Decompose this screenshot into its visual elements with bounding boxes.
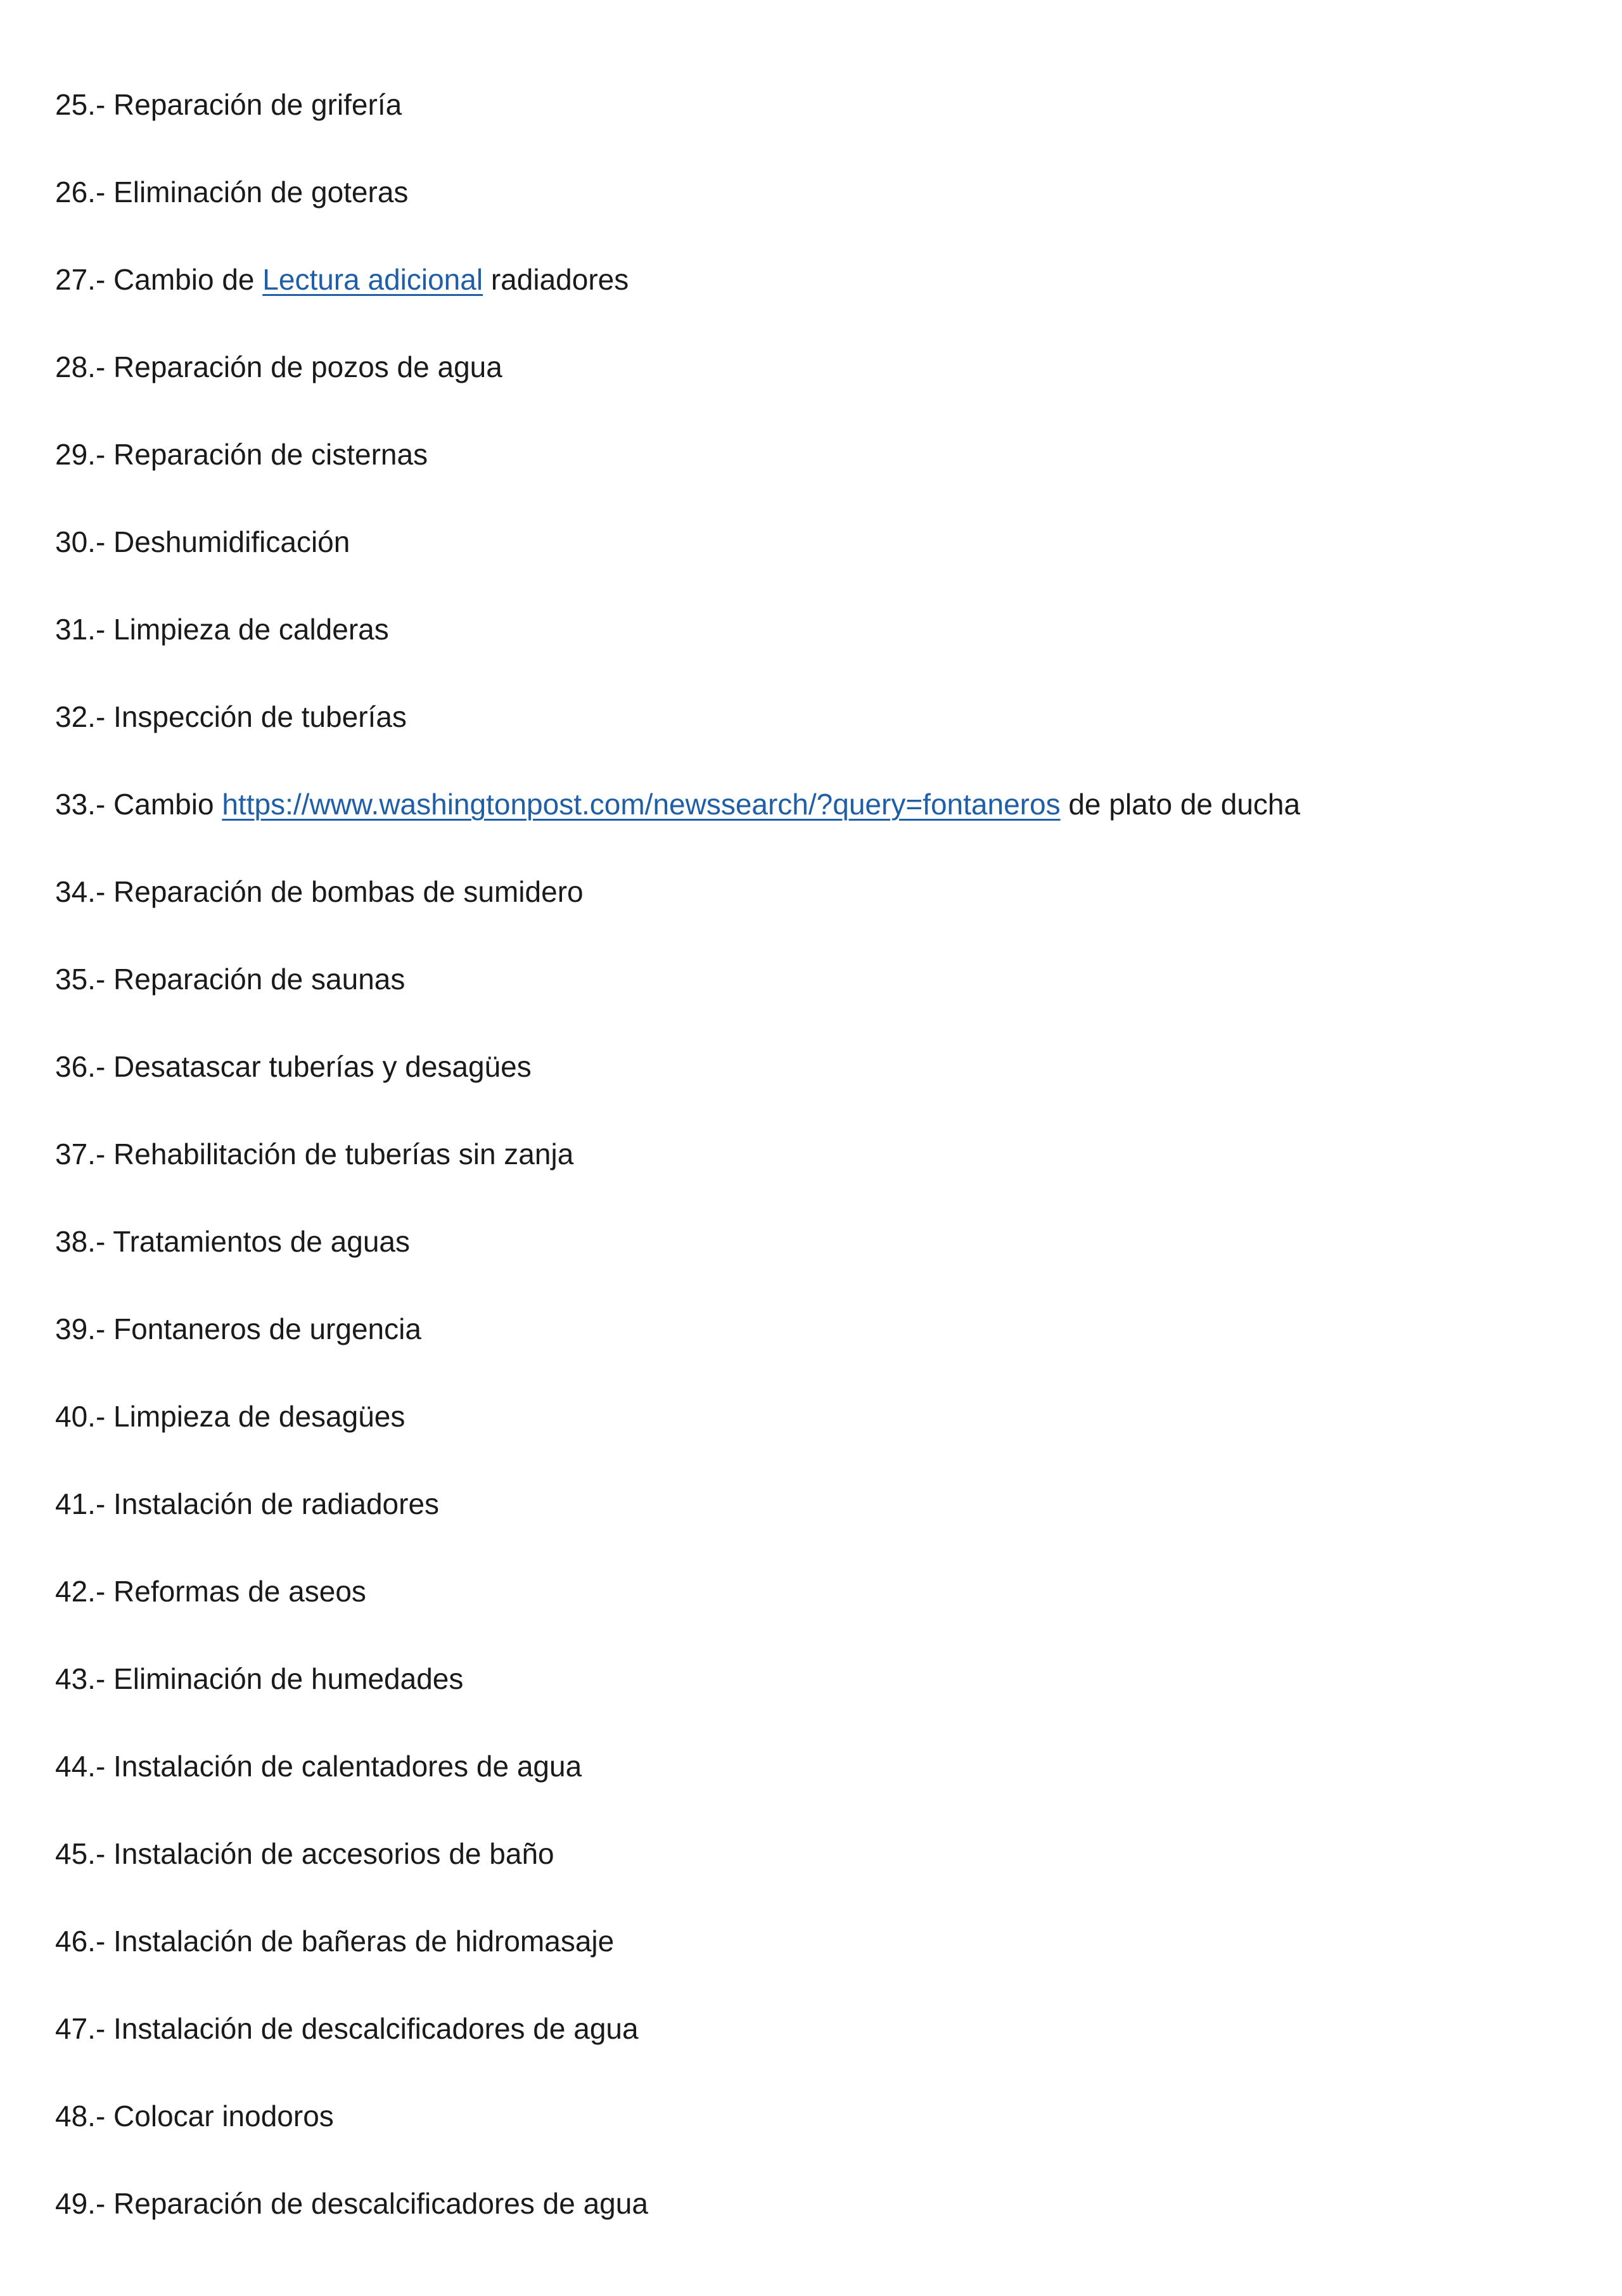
item-text: Desatascar tuberías y desagües [113, 1050, 532, 1083]
item-number: 41.- [55, 1487, 106, 1520]
item-text-before: Cambio de [113, 263, 255, 296]
list-item [55, 1397, 1300, 1485]
item-text: Instalación de descalcificadores de agua [113, 2012, 639, 2045]
list-item [55, 873, 1300, 960]
item-number: 32.- [55, 700, 106, 733]
item-number: 26.- [55, 176, 106, 208]
item-text: Eliminación de goteras [113, 176, 409, 208]
item-number: 33.- [55, 788, 106, 821]
item-text: Reparación de grifería [113, 88, 402, 121]
item-text: Instalación de radiadores [113, 1487, 440, 1520]
item-text: Reparación de pozos de agua [113, 350, 502, 383]
item-number: 48.- [55, 2100, 106, 2132]
item-number: 30.- [55, 525, 106, 558]
item-number: 42.- [55, 1575, 106, 1608]
item-text: Instalación de accesorios de baño [113, 1837, 554, 1870]
item-number: 27.- [55, 263, 106, 296]
item-number: 36.- [55, 1050, 106, 1083]
item-number: 25.- [55, 88, 106, 121]
item-number: 37.- [55, 1138, 106, 1170]
item-text: Inspección de tuberías [113, 700, 407, 733]
list-item [55, 1310, 1300, 1397]
list-item [55, 435, 1300, 523]
list-item [55, 1135, 1300, 1222]
item-number: 39.- [55, 1312, 106, 1345]
item-number: 31.- [55, 613, 106, 646]
item-text: Reparación de bombas de sumidero [113, 875, 584, 908]
list-item [55, 1572, 1300, 1660]
list-item [55, 1222, 1300, 1310]
item-number: 40.- [55, 1400, 106, 1433]
item-text: Colocar inodoros [113, 2100, 334, 2132]
item-text: Tratamientos de aguas [113, 1225, 411, 1258]
list-item [55, 1747, 1300, 1835]
item-number: 34.- [55, 875, 106, 908]
services-list [55, 86, 1300, 2272]
list-item [55, 1660, 1300, 1747]
item-text: Limpieza de calderas [113, 613, 389, 646]
item-number: 28.- [55, 350, 106, 383]
list-item [55, 698, 1300, 785]
list-item [55, 86, 1300, 173]
item-text-after: radiadores [490, 263, 629, 296]
item-text-after: de plato de ducha [1068, 788, 1301, 821]
list-item [55, 960, 1300, 1048]
item-number: 44.- [55, 1750, 106, 1783]
list-item [55, 610, 1300, 698]
list-item [55, 1485, 1300, 1572]
list-item [55, 348, 1300, 435]
item-text: Instalación de bañeras de hidromasaje [113, 1925, 615, 1958]
washingtonpost-search-link[interactable]: https://www.washingtonpost.com/newssearch/?query=fontaneros [222, 788, 1061, 821]
list-item [55, 173, 1300, 260]
item-text: Deshumidificación [113, 525, 350, 558]
item-number: 35.- [55, 963, 106, 996]
item-number: 29.- [55, 438, 106, 471]
list-item [55, 1922, 1300, 2010]
item-text: Reparación de cisternas [113, 438, 428, 471]
list-item [55, 2010, 1300, 2097]
list-item [55, 523, 1300, 610]
item-number: 46.- [55, 1925, 106, 1958]
list-item [55, 1048, 1300, 1135]
item-text-before: Cambio [113, 788, 214, 821]
list-item [55, 2184, 1300, 2272]
list-item [55, 785, 1300, 873]
item-number: 45.- [55, 1837, 106, 1870]
item-text: Reparación de saunas [113, 963, 406, 996]
item-number: 47.- [55, 2012, 106, 2045]
item-text: Rehabilitación de tuberías sin zanja [113, 1138, 574, 1170]
list-item [55, 260, 1300, 348]
item-text: Reformas de aseos [113, 1575, 366, 1608]
item-text: Fontaneros de urgencia [113, 1312, 421, 1345]
item-text: Instalación de calentadores de agua [113, 1750, 582, 1783]
item-number: 38.- [55, 1225, 106, 1258]
item-number: 49.- [55, 2187, 106, 2220]
item-text: Reparación de descalcificadores de agua [113, 2187, 648, 2220]
item-number: 43.- [55, 1662, 106, 1695]
list-item [55, 2097, 1300, 2184]
item-text: Limpieza de desagües [113, 1400, 406, 1433]
item-text: Eliminación de humedades [113, 1662, 464, 1695]
list-item [55, 1835, 1300, 1922]
lectura-adicional-link[interactable]: Lectura adicional [262, 263, 483, 296]
